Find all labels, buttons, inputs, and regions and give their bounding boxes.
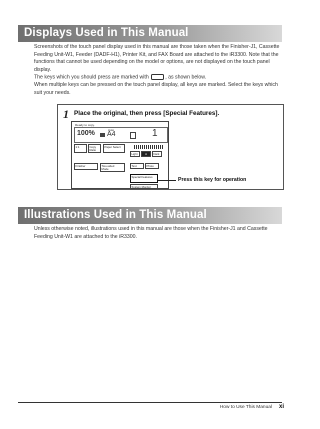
section-heading-illustrations: Illustrations Used in This Manual xyxy=(18,207,282,224)
example-figure xyxy=(57,104,284,190)
displays-paragraph xyxy=(34,44,284,98)
touch-panel-illustration xyxy=(71,121,169,189)
panel-auto: Auto xyxy=(108,128,115,132)
page-number: xi xyxy=(278,404,284,410)
btn-auto-density[interactable]: A xyxy=(141,151,151,157)
illustrations-paragraph: Unless otherwise noted, illustrations used in this manual are those when the Finisher-J1 and Cassette Feeding Unit-W1 are attached to the iR3300. xyxy=(34,226,268,240)
btn-copy-ratio[interactable]: Copy Ratio xyxy=(88,144,101,153)
btn-darker[interactable]: Dark xyxy=(152,151,162,157)
btn-1to1[interactable]: 1:1 xyxy=(74,144,87,153)
btn-mode-label: Mode xyxy=(101,166,109,171)
callout-line xyxy=(158,180,176,181)
btn-finisher[interactable]: Finisher xyxy=(74,163,98,170)
keys-marked-text: The keys which you should press are marked with xyxy=(34,74,149,81)
btn-lighter[interactable]: Light xyxy=(130,151,140,157)
btn-two-sided-label: Two-sided xyxy=(101,163,115,168)
step-instruction: Place the original, then press [Special Features]. xyxy=(74,110,220,117)
btn-system-monitor[interactable]: System Monitor xyxy=(130,184,158,189)
panel-copy-count: 1 xyxy=(152,128,158,139)
panel-status: Ready to copy. xyxy=(75,123,95,127)
panel-zoom: 100% xyxy=(77,130,95,137)
btn-two-sided[interactable] xyxy=(100,163,125,172)
footer-label: How to Use This Manual xyxy=(219,405,272,410)
paper-tray-icon xyxy=(100,133,105,137)
callout-text: Press this key for operation xyxy=(178,177,247,183)
btn-special-features[interactable]: Special Features xyxy=(130,174,158,183)
btn-text[interactable]: Text xyxy=(130,163,144,169)
key-marker-icon xyxy=(151,74,164,80)
step-number: 1 xyxy=(63,107,69,121)
panel-paper: A4 xyxy=(107,131,116,138)
footer-rule xyxy=(18,402,282,403)
multiple-keys-text: When multiple keys can be pressed on the touch panel display, all keys are marked. Select the keys which suit your needs. xyxy=(34,82,278,96)
btn-photo[interactable]: Photo xyxy=(145,163,159,169)
density-scale xyxy=(134,145,164,149)
btn-paper-select[interactable]: Paper Select xyxy=(103,144,125,153)
section-heading-displays: Displays Used in This Manual xyxy=(18,25,282,42)
original-icon xyxy=(130,132,136,139)
keys-marked-text-end: , as shown below. xyxy=(165,74,207,81)
displays-intro-text: Screenshots of the touch panel display used in this manual are those taken when the Finisher-J1, Cassette Feeding Unit-W1, Feeder (DADF-H1), Printer Kit, and FAX Board are attached to the iR3300. Note that the functions that cannot be used depending on the model or options, are not displayed on the touch panel display. xyxy=(34,44,280,73)
